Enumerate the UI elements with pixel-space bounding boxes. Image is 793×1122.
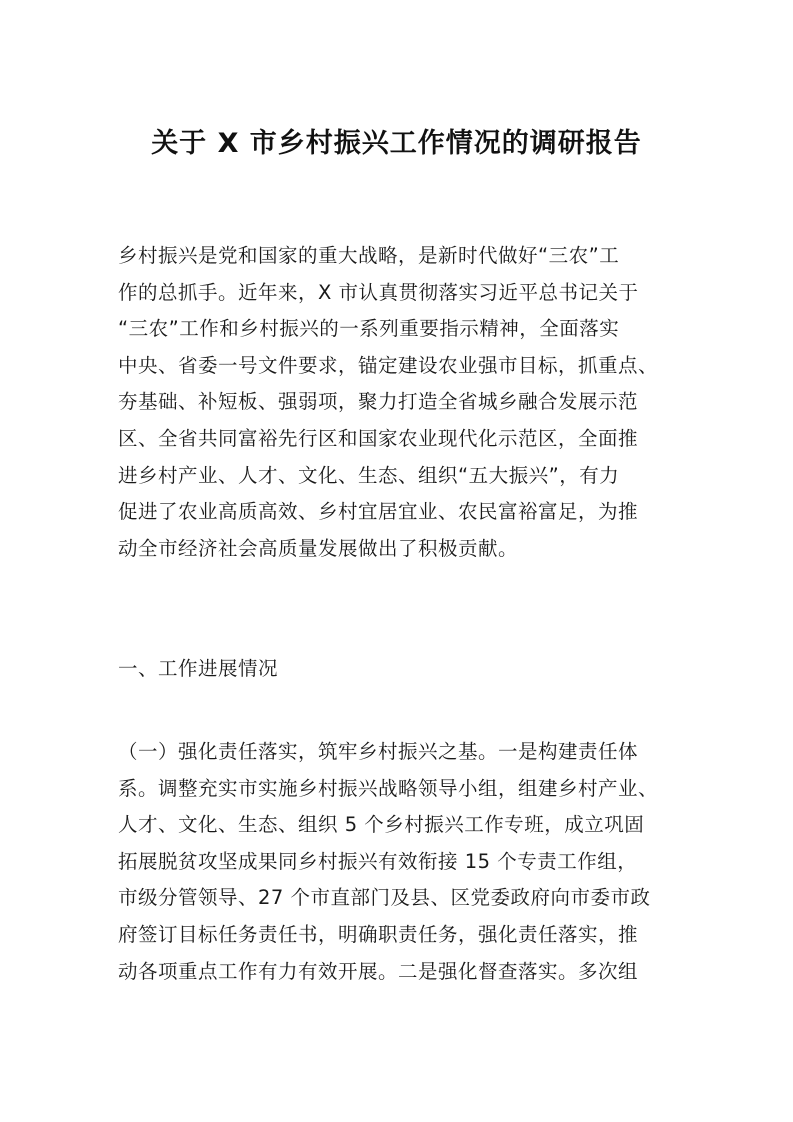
intro-line: 乡村振兴是党和国家的重大战略，是新时代做好“三农”工 (118, 244, 620, 267)
intro-line: 动全市经济社会高质量发展做出了积极贡献。 (118, 536, 519, 560)
section1-line: 市级分管领导、27 个市直部门及县、区党委政府向市委市政 (118, 886, 651, 910)
document-title: 关于 X 市乡村振兴工作情况的调研报告 (151, 128, 642, 159)
section1-line: 府签订目标任务责任书，明确职责任务，强化责任落实，推 (118, 922, 639, 946)
section1-line: 人才、文化、生态、组织 5 个乡村振兴工作专班，成立巩固 (118, 813, 645, 837)
section-heading: 一、工作进展情况 (118, 657, 279, 680)
section1-paragraph (118, 734, 674, 990)
section1-line: 系。调整充实市实施乡村振兴战略领导小组，组建乡村产业、 (118, 776, 659, 800)
intro-line: “三农”工作和乡村振兴的一系列重要指示精神，全面落实 (118, 317, 620, 341)
intro-line: 作的总抓手。近年来，X 市认真贯彻落实习近平总书记关于 (118, 280, 639, 304)
intro-paragraph (118, 238, 674, 567)
intro-line: 区、全省共同富裕先行区和国家农业现代化示范区，全面推 (118, 426, 639, 450)
intro-line: 中央、省委一号文件要求，锚定建设农业强市目标，抓重点、 (118, 353, 659, 377)
intro-line: 夯基础、补短板、强弱项，聚力打造全省城乡融合发展示范 (118, 390, 639, 414)
section1-line: 拓展脱贫攻坚成果同乡村振兴有效衔接 15 个专责工作组， (118, 849, 638, 873)
intro-line: 促进了农业高质高效、乡村宜居宜业、农民富裕富足，为推 (118, 500, 639, 524)
section1-line: 动各项重点工作有力有效开展。二是强化督查落实。多次组 (118, 959, 639, 983)
intro-line: 进乡村产业、人才、文化、生态、组织“五大振兴”，有力 (118, 463, 620, 487)
section1-line: （一）强化责任落实，筑牢乡村振兴之基。一是构建责任体 (118, 740, 639, 763)
